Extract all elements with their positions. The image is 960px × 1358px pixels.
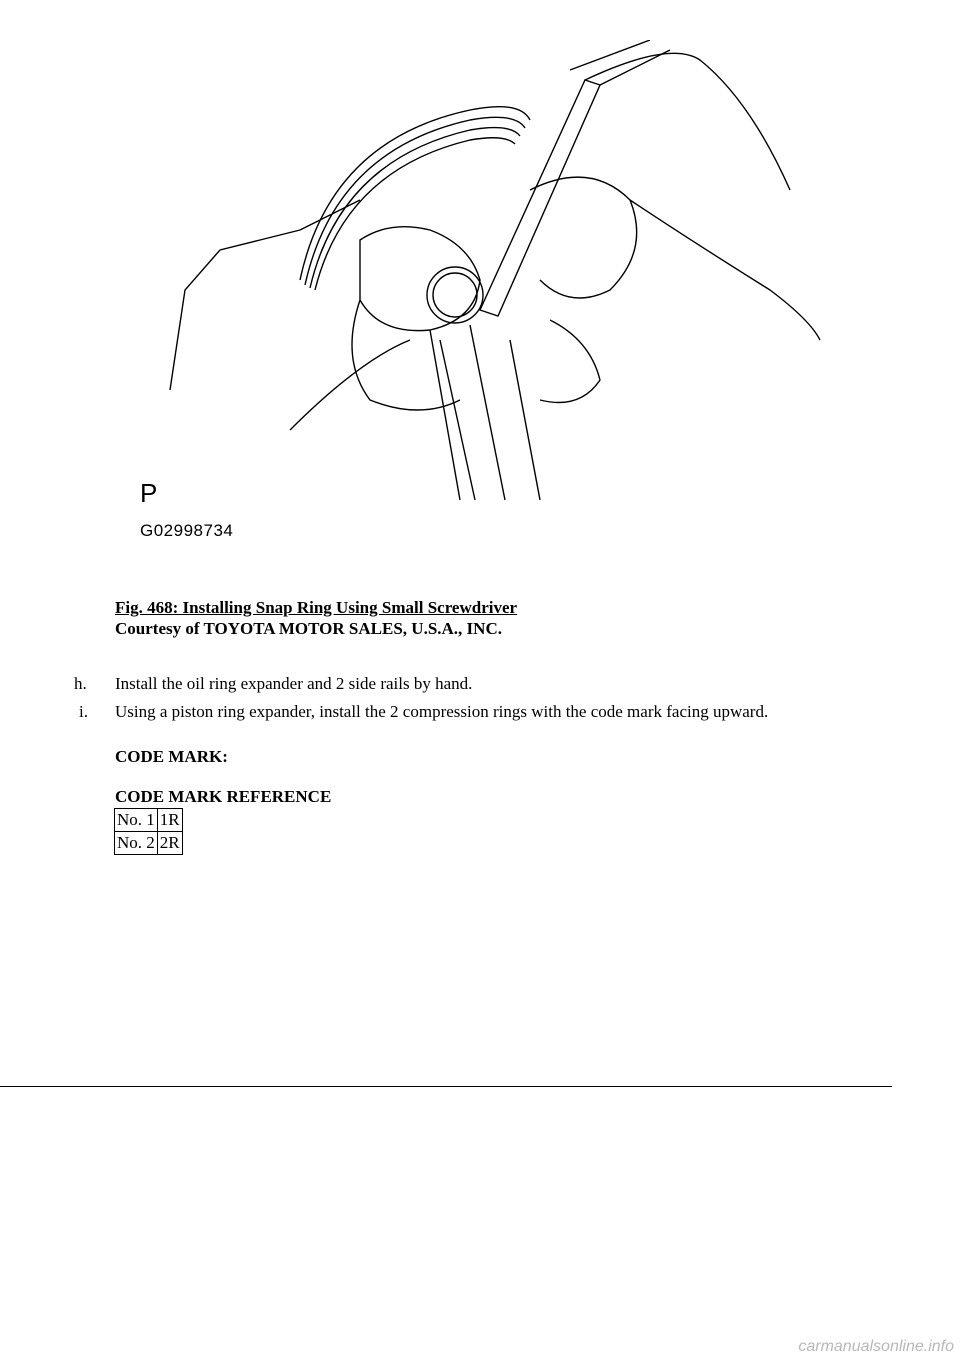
- code-mark-table-title: CODE MARK REFERENCE: [115, 787, 332, 806]
- figure-label: P: [140, 478, 158, 508]
- table-cell-mark: 2R: [157, 832, 182, 855]
- caption-courtesy: Courtesy of TOYOTA MOTOR SALES, U.S.A., INC.: [115, 619, 502, 638]
- figure-caption: [115, 597, 517, 639]
- caption-title: Fig. 468: Installing Snap Ring Using Small Screwdriver: [115, 598, 518, 617]
- watermark: carmanualsonline.info: [798, 1338, 954, 1355]
- table-cell-mark: 1R: [157, 809, 182, 832]
- page-divider: [0, 1086, 892, 1087]
- table-row: [115, 832, 183, 855]
- table-cell-ring: No. 1: [115, 809, 158, 832]
- code-mark-heading: CODE MARK:: [115, 747, 228, 766]
- code-mark-table: [114, 808, 183, 855]
- step-marker: h.: [74, 674, 87, 693]
- figure-code: G02998734: [140, 521, 234, 540]
- table-row: [115, 809, 183, 832]
- step-marker: i.: [79, 702, 88, 721]
- step-text: Using a piston ring expander, install the 2 compression rings with the code mark facing upward.: [115, 702, 769, 721]
- step-text: Install the oil ring expander and 2 side rails by hand.: [115, 674, 473, 693]
- table-cell-ring: No. 2: [115, 832, 158, 855]
- piston-snap-ring-illustration: [130, 40, 830, 560]
